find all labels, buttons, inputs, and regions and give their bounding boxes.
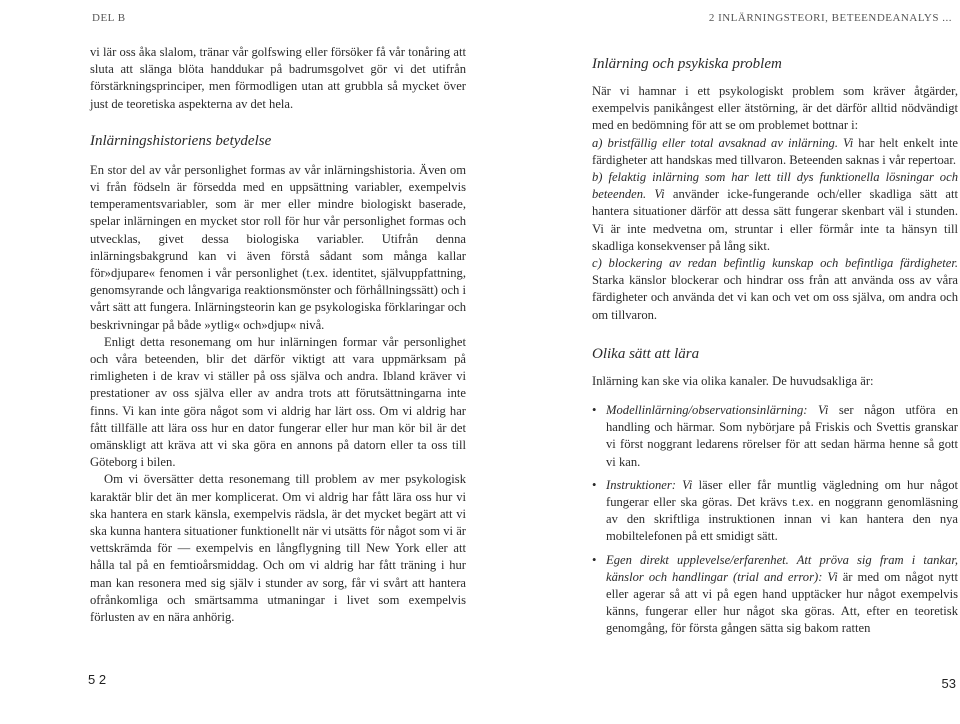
item-b — [592, 169, 958, 255]
left-page-column — [90, 44, 466, 626]
item-a-label: a) bristfällig eller total avsaknad av inlärning. Vi — [592, 135, 854, 150]
list-item — [606, 477, 958, 546]
item-c-label: c) blockering av redan befintlig kunskap och befintliga färdigheter. — [592, 256, 958, 271]
list-item-text: är med om något nytt eller agerar så att vi på egen hand upptäcker hur något exempelvis känns, fungerar eller hur något ska göras. Att, efter en teoretisk genomgång, för första gången sätta sig bakom ratten — [606, 569, 958, 636]
running-head-right: 2 INLÄRNINGSTEORI, BETEENDEANALYS ... — [708, 12, 952, 24]
list-item — [606, 552, 958, 638]
section-heading-problems: Inlärning och psykiska problem — [592, 56, 782, 72]
history-paragraph-2: Enligt detta resonemang om hur inlärningen formar vår personlighet och våra beteenden, blir det därför viktigt att vara uppmärksam på rimligheten i de krav vi ställer på oss själva och andra. Ibland kräver vi prestationer av oss själva eller av andra trots att förutsättningarna inte finns. Vi kan inte göra något som vi aldrig har lärt oss. Om vi aldrig har fått tillfälle att lära oss hur en dator fungerar eller hur man kör bil är det omänskligt att kräva att vi ska göra en annons på datorn eller ta oss till Göteborg i bilen. — [90, 334, 466, 470]
ways-intro: Inlärning kan ske via olika kanaler. De huvudsakliga är: — [592, 373, 874, 388]
right-page-column — [592, 56, 958, 644]
item-b-text: använder icke-fungerande och/eller skadliga sätt att hantera situationer därför att dessa sätt fungerar skenbart väl i stunden. Vi är inte medvetna om, struntar i eller förmår inte ta hänsyn till skadliga konsekvenser på lång sikt. — [592, 187, 958, 253]
running-head-left: DEL B — [92, 12, 126, 24]
intro-paragraph: vi lär oss åka slalom, tränar vår golfswing eller försöker få vår tonåring att sluta att slänga blöta handdukar på badrumsgolvet gör vi det utifrån förstärkningsprinciper, men förmodligen utan att grubbla så mycket över just de teoretiska aspekterna av det hela. — [90, 45, 466, 111]
item-c — [592, 255, 958, 324]
section-heading-history: Inlärningshistoriens betydelse — [90, 132, 272, 149]
item-a-text: har helt enkelt inte färdigheter att handskas med tillvaron. Beteenden saknas i vår repertoar. — [592, 135, 959, 167]
history-paragraph-1: En stor del av vår personlighet formas av vår inlärningshistoria. Även om vi från födseln är försedda med en uppsättning variabler, exempelvis temperamentsvariabler, som är mer eller mindre biologiskt baserade, spelar inlärningen en mycket stor roll för hur vår personlighet formas och utvecklas, givet dessa biologiska variabler. Utifrån denna inlärningsbakgrund kan vi även förstå sådant som många kallar för»djupare« fenomen i vår personlighet (t.ex. identitet, självuppfattning, genomsyrande och långvariga reaktionsmönster och förhållningssätt) och i vårt sätt att fungera. Inlärningsteorin kan ge psykologiska förklaringar och beskrivningar på både »ytlig« och»djup« nivå. — [90, 162, 466, 332]
list-item-label: Modellinlärning/observationsinlärning: Vi — [606, 403, 829, 418]
ways-list — [592, 402, 958, 638]
list-item-text: ser någon utföra en handling och härmar. Som nybörjare på Friskis och Svettis granskar vi först noggrant ledarens rörelser för att sedan härma henne så gott vi kan. — [606, 403, 959, 469]
page-number-left: 5 2 — [88, 672, 107, 687]
list-item-label: Egen direkt upplevelse/erfarenhet. Att pröva sig fram i tankar, känslor och handlingar (trial and error): Vi — [606, 552, 958, 584]
item-b-label: b) felaktig inlärning som har lett till dys funktionella lösningar och beteenden. Vi — [592, 170, 958, 202]
item-a — [592, 135, 958, 169]
list-item — [606, 402, 958, 471]
problems-paragraph: När vi hamnar i ett psykologiskt problem som kräver åtgärder, exempelvis panikångest eller ätstörning, är det därför alltid nödvändigt med en bedömning för att se om problemet bottnar i: — [592, 84, 958, 133]
history-paragraph-3: Om vi översätter detta resonemang till problem av mer psykologisk karaktär blir det än mer komplicerat. Om vi aldrig har fått lära oss hur vi ska hantera en stark känsla, exempelvis rädsla, är det mycket begärt att vi ska kunna hantera situationer funktionellt när vi utsätts för något som vi är vettskrämda för — exempelvis en långflygning till New York eller att hålla tal på en femtioårsmiddag. Och om vi aldrig har fått träning i hur man kan resonera med sig själv i stunder av sorg, får vi svårt att hantera ofrånkomliga och smärtsamma utmaningar i livet som exempelvis förlusten av en nära anhörig. — [90, 472, 466, 625]
item-c-text: Starka känslor blockerar och hindrar oss från att använda oss av våra färdigheter och använda det vi kan och vet om oss själva, om andra och om tillvaron. — [592, 273, 958, 322]
section-heading-ways: Olika sätt att lära — [592, 345, 700, 362]
list-item-text: läser eller får muntlig vägledning om hur något fungerar eller ska göras. Det krävs t.ex. en noggrann genomläsning av den skriftliga instruktionen innan vi kan hantera den nya mobiltelefonen på ett smidigt sätt. — [606, 477, 959, 544]
page-number-right: 53 — [941, 676, 956, 691]
list-item-label: Instruktioner: Vi — [606, 477, 693, 492]
